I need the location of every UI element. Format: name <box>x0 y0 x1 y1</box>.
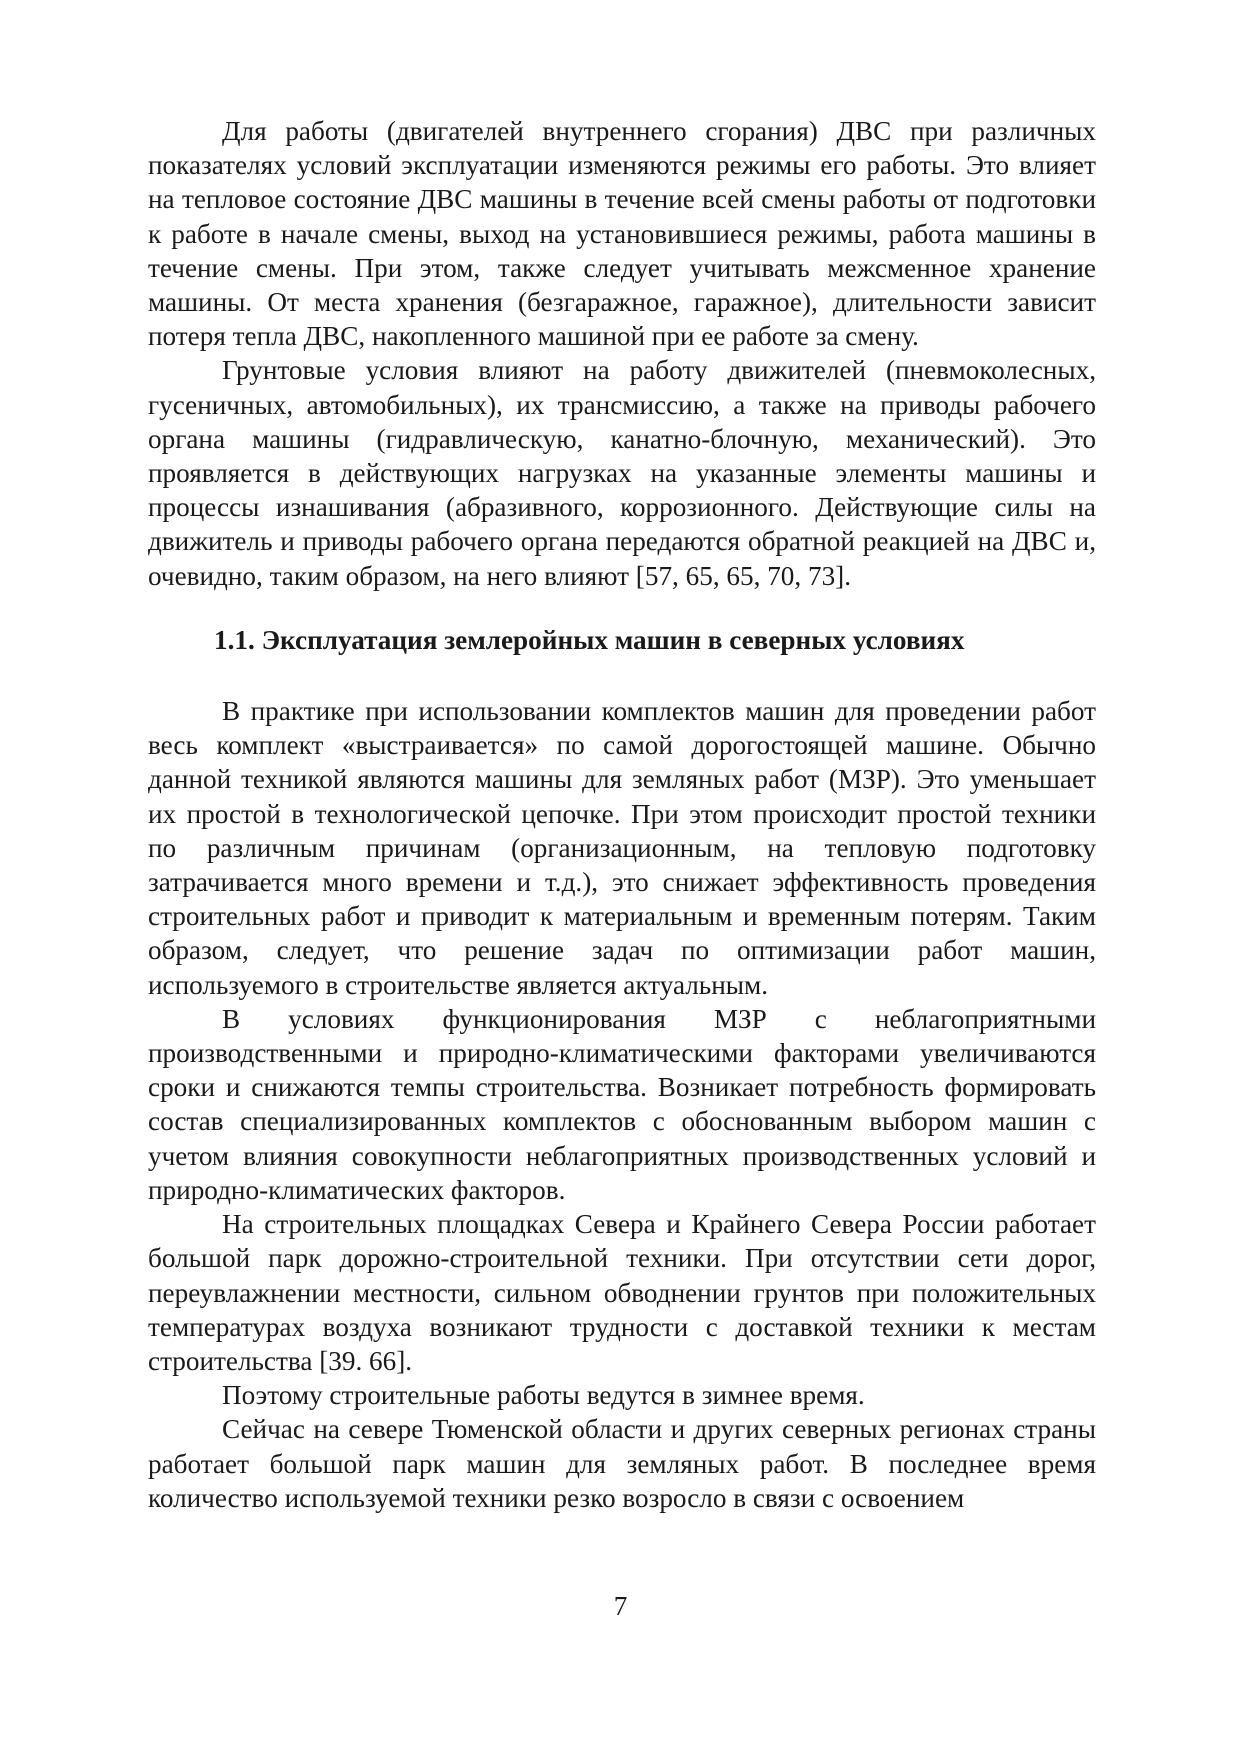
paragraph-machine-sets: В практике при использовании комплектов машин для проведении работ весь комплект «выстраивается» по самой дорогостоящей машине. Обычно данной техникой являются машины для земляных работ (МЗР). Это уменьшает их простой в технологической цепочке. При этом происходит простой техники по различным причинам (организационным, на тепловую подготовку затрачивается много времени и т.д.), это снижает эффективность проведения строительных работ и приводит к материальным и временным потерям. Таким образом, следует, что решение задач по оптимизации работ машин, используемого в строительстве является актуальным. <box>148 696 1096 1000</box>
paragraph-unfavorable-factors: В условиях функционирования МЗР с неблагоприятными производственными и природно-климатическими факторами увеличиваются сроки и снижаются темпы строительства. Возникает потребность формировать состав специализированных комплектов с обоснованным выбором машин с учетом влияния совокупности неблагоприятных производственных условий и природно-климатических факторов. <box>148 1003 1096 1205</box>
section-heading: 1.1. Эксплуатация землеройных машин в северных условиях <box>214 624 965 655</box>
paragraph-north-sites: На строительных площадках Севера и Крайнего Севера России работает большой парк дорожно-строительной техники. При отсутствии сети дорог, переувлажнении местности, сильном обводнении грунтов при положительных температурах воздуха возникают трудности с доставкой техники к местам строительства [39. 66]. <box>148 1209 1096 1376</box>
paragraph-winter-work: Поэтому строительные работы ведутся в зимнее время. <box>222 1380 865 1411</box>
paragraph-engine-operation: Для работы (двигателей внутреннего сгорания) ДВС при различных показателях условий эксплуатации изменяются режимы его работы. Это влияет на тепловое состояние ДВС машины в течение всей смены работы от подготовки к работе в начале смены, выход на установившиеся режимы, работа машины в течение смены. При этом, также следует учитывать межсменное хранение машины. От места хранения (безгаражное, гаражное), длительности зависит потеря тепла ДВС, накопленного машиной при ее работе за смену. <box>148 116 1096 352</box>
paragraph-tyumen-region: Сейчас на севере Тюменской области и других северных регионах страны работает большой парк машин для земляных работ. В последнее время количество используемой техники резко возросло в связи с освоением <box>148 1414 1096 1513</box>
page-number: 7 <box>613 1591 628 1621</box>
page-body <box>148 114 1096 1515</box>
paragraph-soil-conditions: Грунтовые условия влияют на работу движителей (пневмоколесных, гусеничных, автомобильных), их трансмиссию, а также на приводы рабочего органа машины (гидравлическую, канатно-блочную, механический). Это проявляется в действующих нагрузках на указанные элементы машины и процессы изнашивания (абразивного, коррозионного. Действующие силы на движитель и приводы рабочего органа передаются обратной реакцией на ДВС и, очевидно, таким образом, на него влияют [57, 65, 65, 70, 73]. <box>148 355 1096 591</box>
